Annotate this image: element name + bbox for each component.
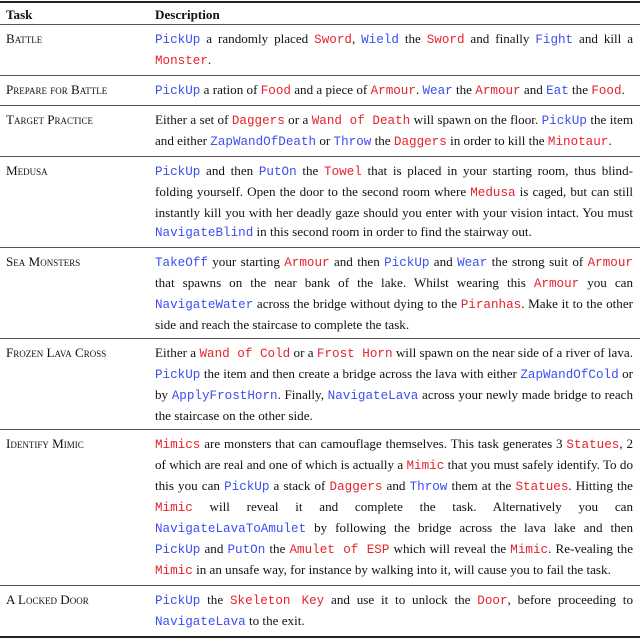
description-text: and then [200,163,259,178]
task-table [0,1,640,638]
description-text: , 2 of which are real and one of which is actually a [155,436,633,472]
action-term: NavigateLavaToAmulet [155,522,307,536]
description-text: you can [579,275,634,290]
description-text: which will reveal the [389,541,511,556]
description-text: your starting [207,254,285,269]
action-term: NavigateLava [327,389,419,403]
description-text: and use it to unlock the [324,592,478,607]
description-text: are monsters that can camouflage themselves. This task generates 3 [200,436,567,451]
description-text: a ration of [200,82,261,97]
action-term: ZapWandOfDeath [210,135,317,149]
action-term: Throw [333,135,372,149]
task-name: Medusa [6,163,48,178]
object-term: Daggers [329,480,383,494]
header-task: Task [6,7,33,22]
description-text: and [382,478,410,493]
task-description [149,157,640,248]
object-term: Skeleton Key [229,594,325,608]
description-text: or a [290,345,317,360]
action-term: Eat [546,84,569,98]
task-description [149,430,640,586]
object-term: Monster [155,54,208,68]
table-row [0,586,640,638]
description-text: the item and either [155,112,634,148]
object-term: Wand of Death [311,114,411,128]
object-term: Armour [587,256,633,270]
table-row [0,430,640,586]
object-term: Mimic [510,543,549,557]
description-text: will reveal it and complete the task. Alternatively you can [192,499,633,514]
description-text: them at the [447,478,516,493]
description-text: and then [329,254,385,269]
object-term: Towel [324,165,362,179]
description-text: . Finally, [277,387,328,402]
description-text: Either a set of [155,112,232,127]
action-term: Wear [457,256,488,270]
action-term: NavigateWater [155,298,254,312]
action-term: PickUp [155,594,201,608]
action-term: PickUp [155,368,201,382]
object-term: Piranhas [460,298,522,312]
object-term: Armour [475,84,521,98]
action-term: ApplyFrostHorn [171,389,278,403]
action-term: NavigateBlind [155,226,254,240]
object-term: Armour [533,277,580,291]
description-text: or a [284,112,312,127]
description-text: in an unsafe way, for instance by walking into it, will cause you to fail the task. [192,562,611,577]
task-description [149,586,640,638]
action-term: PickUp [224,480,270,494]
description-text: the item and then create a bridge across the lava with either [200,366,521,381]
action-term: Throw [409,480,448,494]
description-text: or by [155,366,634,402]
object-term: Wand of Cold [199,347,291,361]
description-text: a stack of [269,478,330,493]
description-text: the strong suit of [487,254,588,269]
description-text: Either a [155,345,200,360]
description-text: and [200,541,228,556]
table-row [0,339,640,430]
object-term: Daggers [231,114,285,128]
task-description [149,76,640,106]
description-text: and kill a [573,31,634,46]
action-term: PickUp [155,33,201,47]
description-text: , [351,31,362,46]
object-term: Food [591,84,622,98]
task-name: Prepare for Battle [6,82,108,97]
description-text: to the exit. [245,613,305,628]
description-text: by following the bridge across the lava lake and then [306,520,633,535]
description-text: the [296,163,325,178]
description-text: a randomly placed [200,31,315,46]
description-text: will spawn on the floor. [410,112,542,127]
description-text: the [398,31,427,46]
description-text: in order to kill the [446,133,548,148]
object-term: Door [477,594,508,608]
description-text: . [415,82,423,97]
description-text: . Make it to the other side and reach the staircase to complete the task. [155,296,633,332]
action-term: Wear [422,84,453,98]
description-text: , before proceeding to [507,592,633,607]
action-term: PickUp [541,114,587,128]
description-text: or [316,133,334,148]
task-name: Target Practice [6,112,94,127]
description-text: . [621,82,625,97]
object-term: Medusa [470,186,516,200]
task-description [149,339,640,430]
table-row [0,157,640,248]
description-text: and a piece of [290,82,371,97]
description-text: the [371,133,394,148]
object-term: Mimic [155,501,193,515]
action-term: NavigateLava [155,615,246,629]
description-text: the [200,592,230,607]
description-text: the [568,82,592,97]
task-description [149,106,640,157]
object-term: Mimic [406,459,445,473]
object-term: Sword [314,33,352,47]
description-text: . Hitting the [568,478,633,493]
header-description: Description [155,7,220,22]
table-row [0,76,640,106]
task-name: Frozen Lava Cross [6,345,107,360]
object-term: Food [260,84,291,98]
task-name: Sea Monsters [6,254,81,269]
description-text: across the bridge without dying to the [253,296,461,311]
object-term: Mimics [155,438,201,452]
action-term: PutOn [258,165,297,179]
action-term: PickUp [155,84,201,98]
action-term: Fight [535,33,574,47]
task-description [149,248,640,339]
object-term: Sword [426,33,465,47]
header-row [0,2,640,25]
description-text: in this second room in order to find the stairway out. [253,224,532,239]
description-text: the [265,541,290,556]
description-text: that spawns on the near bank of the lake. Whilst wearing this [155,275,534,290]
action-term: Wield [361,33,399,47]
object-term: Minotaur [547,135,609,149]
action-term: TakeOff [155,256,208,270]
table-body [0,25,640,638]
description-text: will spawn on the near side of a river of lava. [392,345,633,360]
object-term: Armour [284,256,330,270]
description-text: and finally [464,31,536,46]
object-term: Daggers [393,135,447,149]
description-text: . [207,52,212,67]
action-term: PickUp [155,165,201,179]
task-name: Identify Mimic [6,436,84,451]
object-term: Mimic [155,564,193,578]
task-name: A Locked Door [6,592,89,607]
task-description [149,25,640,76]
description-text: and [429,254,458,269]
action-term: PickUp [155,543,201,557]
description-text: that is placed in your starting room, thus blind-folding yourself. Open the door to the second room where [155,163,633,199]
action-term: PutOn [227,543,266,557]
table-row [0,25,640,76]
action-term: PickUp [384,256,430,270]
description-text: and [520,82,547,97]
object-term: Statues [515,480,569,494]
description-text: the [452,82,476,97]
description-text: is caged, but can still instantly kill you with her deadly gaze should you enter with your vision intact. You must [155,184,634,220]
object-term: Frost Horn [316,347,393,361]
action-term: ZapWandOfCold [520,368,619,382]
task-name: Battle [6,31,43,46]
description-text: . Re-vealing the [548,541,634,556]
table-row [0,248,640,339]
description-text: . [608,133,612,148]
object-term: Statues [566,438,620,452]
object-term: Armour [370,84,416,98]
table-row [0,106,640,157]
object-term: Amulet of ESP [289,543,390,557]
description-text: across your newly made bridge to reach the staircase on the other side. [155,387,633,423]
description-text: that you must safely identify. To do this you can [155,457,633,493]
